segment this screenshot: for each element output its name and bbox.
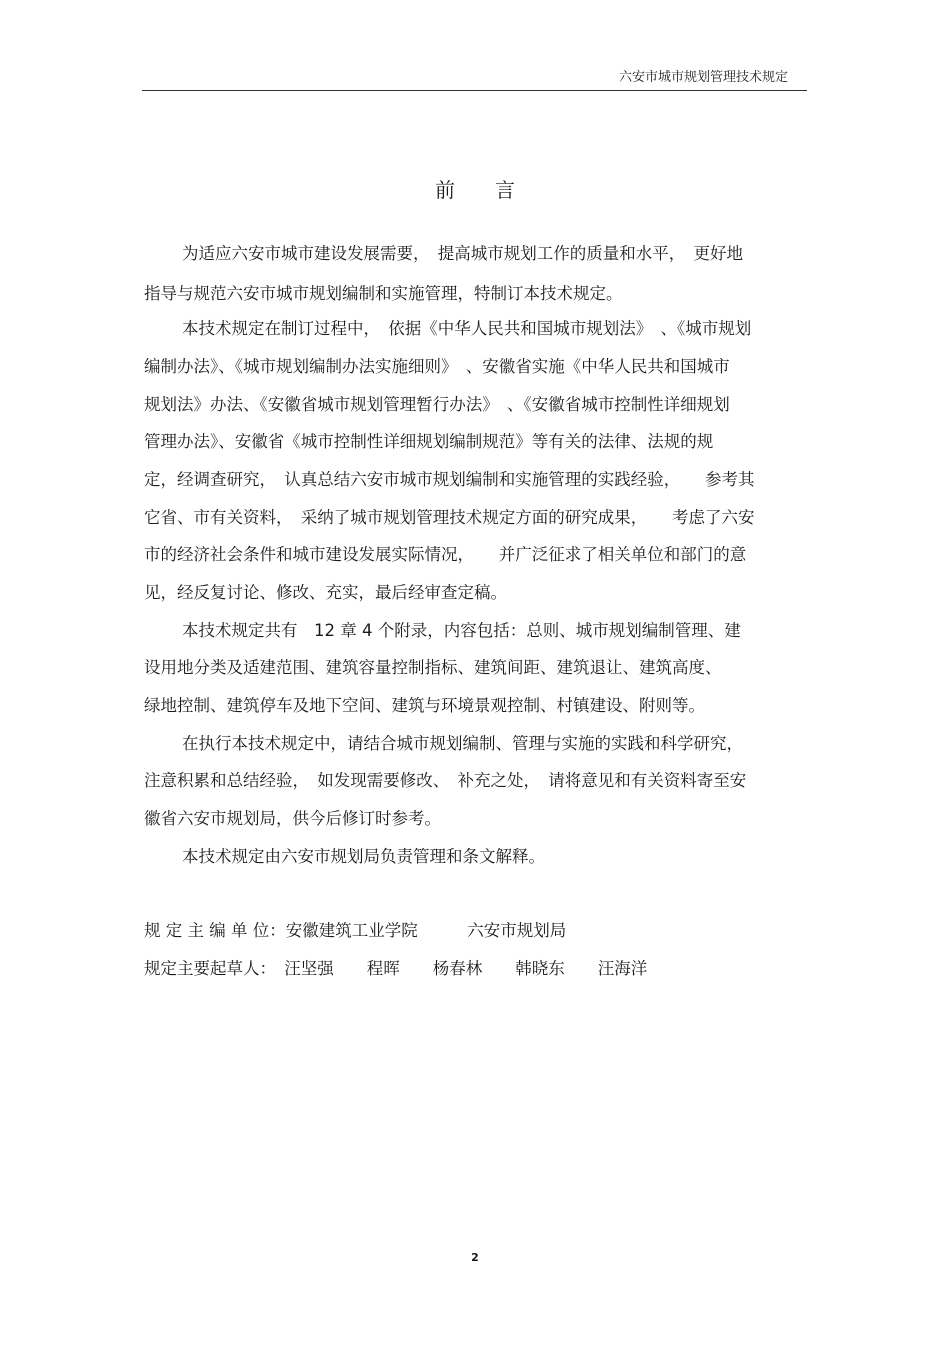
paragraph-line: 徽省六安市规划局，供今后修订时参考。: [144, 809, 441, 828]
paragraph-line: 设用地分类及适建范围、建筑容量控制指标、建筑间距、建筑退让、建筑高度、: [144, 658, 722, 677]
running-header: 六安市城市规划管理技术规定: [618, 70, 788, 85]
page-title: 前言: [435, 178, 555, 202]
paragraph-line: 本技术规定在制订过程中， 依据《中华人民共和国城市规划法》 、《城市规划: [182, 319, 752, 338]
header-divider: [142, 90, 807, 91]
main-drafters: 规定主要起草人： 汪坚强 程晖 杨春林 韩晓东 汪海洋: [144, 959, 648, 978]
paragraph-line: 绿地控制、建筑停车及地下空间、建筑与环境景观控制、村镇建设、附则等。: [144, 696, 705, 715]
paragraph-line: 它省、市有关资料， 采纳了城市规划管理技术规定方面的研究成果， 考虑了六安: [144, 508, 755, 527]
paragraph-line: 管理办法》、安徽省《城市控制性详细规划编制规范》等有关的法律、法规的规: [144, 432, 714, 451]
page-number: 2: [471, 1251, 479, 1264]
editing-units: 规 定 主 编 单 位：安徽建筑工业学院 六安市规划局: [144, 921, 567, 940]
paragraph-line: 注意积累和总结经验， 如发现需要修改、 补充之处， 请将意见和有关资料寄至安: [144, 771, 747, 790]
paragraph-line: 市的经济社会条件和城市建设发展实际情况， 并广泛征求了相关单位和部门的意: [144, 545, 747, 564]
paragraph-line: 见，经反复讨论、修改、充实，最后经审查定稿。: [144, 583, 507, 602]
paragraph-line: 在执行本技术规定中，请结合城市规划编制、管理与实施的实践和科学研究，: [182, 734, 743, 753]
paragraph-line: 定，经调查研究， 认真总结六安市城市规划编制和实施管理的实践经验， 参考其: [144, 470, 755, 489]
paragraph-line: 规划法》办法、《安徽省城市规划管理暂行办法》 、《安徽省城市控制性详细规划: [144, 395, 730, 414]
paragraph-line: 编制办法》、《城市规划编制办法实施细则》 、安徽省实施《中华人民共和国城市: [144, 357, 730, 376]
paragraph-line: 本技术规定共有 12 章 4 个附录，内容包括：总则、城市规划编制管理、建: [182, 621, 741, 640]
paragraph-line: 本技术规定由六安市规划局负责管理和条文解释。: [182, 847, 545, 866]
paragraph-line: 为适应六安市城市建设发展需要， 提高城市规划工作的质量和水平， 更好地: [182, 244, 743, 263]
paragraph-line: 指导与规范六安市城市规划编制和实施管理，特制订本技术规定。: [144, 284, 623, 303]
